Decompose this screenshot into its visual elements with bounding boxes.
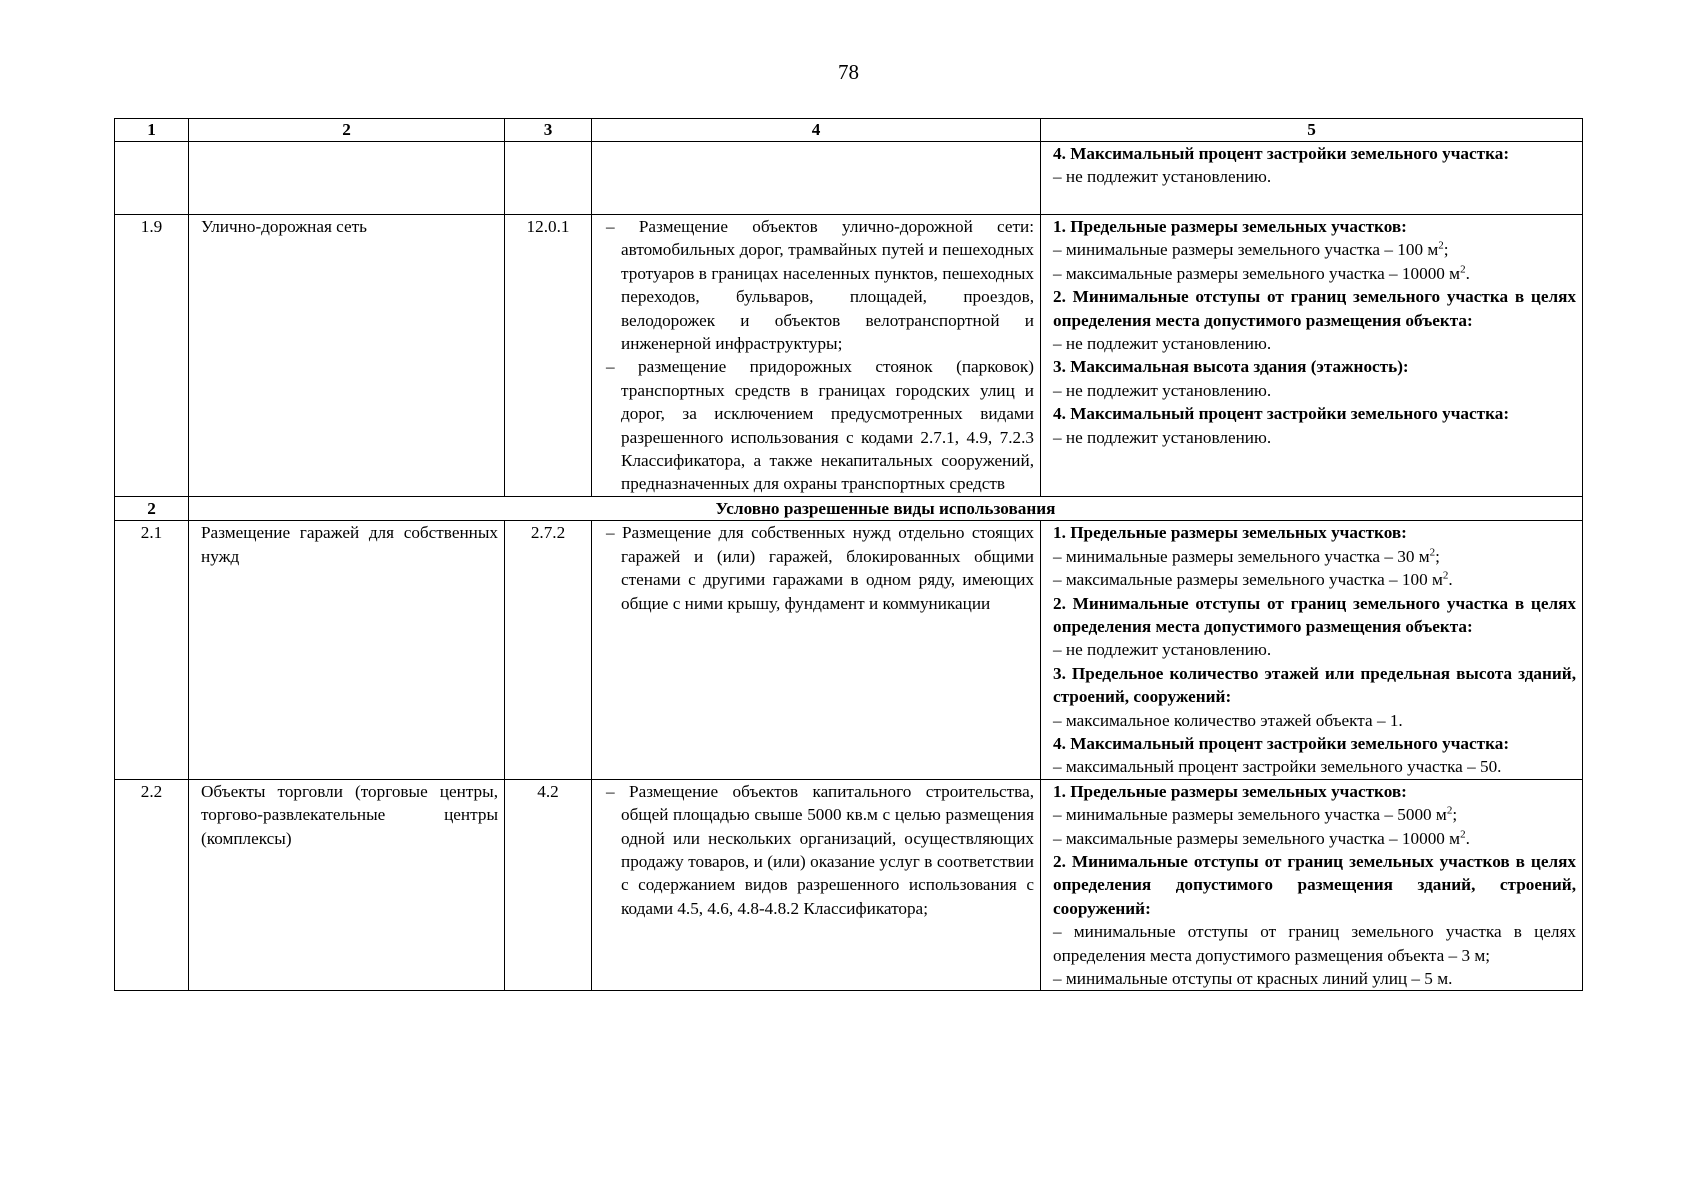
parameter-text: – максимальный процент застройки земельного участка – 50.	[1053, 757, 1502, 777]
parameter-value	[1053, 238, 1576, 261]
header-col-2: 2	[189, 119, 505, 142]
parameter-text: – не подлежит установлению.	[1053, 427, 1272, 447]
parameter-tail: ;	[1452, 805, 1458, 825]
superscript: 2	[1438, 239, 1444, 252]
parameter-tail: .	[1465, 263, 1470, 283]
parameter-tail: .	[1465, 828, 1470, 848]
parameter-value	[1053, 426, 1576, 449]
parameter-value	[1053, 755, 1576, 778]
table-row	[115, 779, 1583, 991]
parameter-value	[1053, 920, 1576, 967]
parameter-value	[1053, 165, 1576, 188]
row-number: 2.1	[115, 521, 189, 779]
description-item: – Размещение для собственных нужд отдельно стоящих гаражей и (или) гаражей, блокированных общими стенами с другими гаражами в одном ряду, имеющих общие с ними крышу, фундамент и коммуникации	[606, 523, 1034, 613]
parameter-value	[1053, 709, 1576, 732]
section-number: 2	[115, 496, 189, 520]
parameter-value	[1053, 827, 1576, 850]
parameter-text: 1. Предельные размеры земельных участков:	[1053, 217, 1407, 236]
parameter-text: 2. Минимальные отступы от границ земельного участка в целях определения места допустимого размещения объекта:	[1053, 593, 1576, 636]
parameter-heading	[1053, 662, 1576, 709]
row-code: 4.2	[505, 779, 592, 991]
row-parameters	[1041, 215, 1583, 497]
row-description	[592, 215, 1041, 497]
parameter-heading	[1053, 592, 1576, 639]
row-parameters	[1041, 779, 1583, 991]
parameter-text: – не подлежит установлению.	[1053, 640, 1272, 660]
row-use-name: Размещение гаражей для собственных нужд	[189, 521, 505, 779]
row-use-name	[189, 142, 505, 215]
parameter-text: – минимальные размеры земельного участка – 5000 м	[1053, 805, 1447, 825]
row-parameters	[1041, 142, 1583, 215]
parameter-value	[1053, 568, 1576, 591]
superscript: 2	[1460, 827, 1466, 840]
zoning-table	[114, 118, 1583, 991]
parameter-value	[1053, 803, 1576, 826]
row-code: 12.0.1	[505, 215, 592, 497]
table-row	[115, 521, 1583, 779]
parameter-heading	[1053, 355, 1576, 378]
section-row	[115, 496, 1583, 520]
parameter-text: 3. Предельное количество этажей или предельная высота зданий, строений, сооружений:	[1053, 663, 1576, 707]
parameter-heading	[1053, 850, 1576, 920]
parameter-text: – не подлежит установлению.	[1053, 167, 1272, 187]
superscript: 2	[1429, 545, 1436, 558]
header-col-5: 5	[1041, 119, 1583, 142]
row-code	[505, 142, 592, 215]
row-parameters	[1041, 521, 1583, 779]
superscript: 2	[1460, 263, 1466, 276]
parameter-value	[1053, 379, 1576, 402]
row-number: 2.2	[115, 779, 189, 991]
section-title: Условно разрешенные виды использования	[189, 496, 1583, 520]
row-description	[592, 521, 1041, 779]
row-description	[592, 779, 1041, 991]
parameter-tail: .	[1448, 570, 1453, 590]
parameter-heading	[1053, 780, 1576, 803]
row-description	[592, 142, 1041, 215]
parameter-heading	[1053, 521, 1576, 544]
parameter-heading	[1053, 142, 1576, 165]
superscript: 2	[1446, 804, 1453, 817]
parameter-value	[1053, 332, 1576, 355]
parameter-text: – не подлежит установлению.	[1053, 334, 1272, 354]
parameter-text: – минимальные размеры земельного участка – 30 м	[1053, 546, 1430, 566]
table-header-row	[115, 119, 1583, 142]
table-body-conditional	[115, 521, 1583, 991]
parameter-text: 1. Предельные размеры земельных участков:	[1053, 781, 1407, 801]
parameter-text: – максимальные размеры земельного участка – 10000 м	[1053, 263, 1461, 283]
table-body-main	[115, 142, 1583, 497]
parameter-value	[1053, 638, 1576, 661]
parameter-text: – минимальные отступы от границ земельного участка в целях определения места допустимого размещения объекта – 3 м;	[1053, 922, 1576, 965]
header-col-4: 4	[592, 119, 1041, 142]
parameter-heading	[1053, 285, 1576, 332]
parameter-text: 1. Предельные размеры земельных участков:	[1053, 523, 1407, 543]
parameter-text: – максимальные размеры земельного участка – 100 м	[1053, 570, 1443, 590]
row-code: 2.7.2	[505, 521, 592, 779]
header-col-3: 3	[505, 119, 592, 142]
parameter-heading	[1053, 732, 1576, 755]
description-item: – Размещение объектов капитального строительства, общей площадью свыше 5000 кв.м с целью размещения одной или нескольких организаций, осуществляющих продажу товаров, и (или) оказание услуг в соответствии с содержанием видов разрешенного использования с кодами 4.5, 4.6, 4.8-4.8.2 Классификатора;	[606, 781, 1034, 918]
row-use-name: Объекты торговли (торговые центры, торгово-развлекательные центры (комплексы)	[189, 779, 505, 991]
row-number	[115, 142, 189, 215]
parameter-value	[1053, 967, 1576, 990]
parameter-text: 4. Максимальный процент застройки земельного участка:	[1053, 733, 1510, 753]
superscript: 2	[1442, 569, 1449, 582]
description-item: – Размещение объектов улично-дорожной сети: автомобильных дорог, трамвайных путей и пешеходных тротуаров в границах населенных пунктов, пешеходных переходов, бульваров, площадей, проездов, велодорожек и объектов велотранспортной и инженерной инфраструктуры;	[606, 217, 1034, 354]
parameter-text: 2. Минимальные отступы от границ земельных участков в целях определения допустимого размещения зданий, строений, сооружений:	[1053, 851, 1576, 918]
parameter-text: 3. Максимальная высота здания (этажность):	[1053, 357, 1409, 377]
parameter-text: – минимальные отступы от красных линий улиц – 5 м.	[1053, 969, 1453, 988]
parameter-text: – минимальные размеры земельного участка – 100 м	[1053, 240, 1439, 260]
parameter-text: – максимальные размеры земельного участка – 10000 м	[1053, 828, 1461, 848]
parameter-tail: ;	[1443, 240, 1449, 260]
parameter-value	[1053, 262, 1576, 285]
description-item: – размещение придорожных стоянок (парковок) транспортных средств в границах городских улиц и дорог, за исключением предусмотренных видами разрешенного использования с кодами 2.7.1, 4.9, 7.2.3 Классификатора, а также некапитальных сооружений, предназначенных для охраны транспортных средств	[606, 357, 1034, 494]
parameter-text: – не подлежит установлению.	[1053, 380, 1272, 400]
row-number: 1.9	[115, 215, 189, 497]
table-row	[115, 142, 1583, 215]
parameter-text: 4. Максимальный процент застройки земельного участка:	[1053, 144, 1510, 163]
page-number: 78	[838, 60, 859, 84]
table-row	[115, 215, 1583, 497]
parameter-text: 4. Максимальный процент застройки земельного участка:	[1053, 404, 1510, 424]
parameter-text: – максимальное количество этажей объекта – 1.	[1053, 710, 1403, 730]
parameter-heading	[1053, 215, 1576, 238]
parameter-heading	[1053, 402, 1576, 425]
row-use-name: Улично-дорожная сеть	[189, 215, 505, 497]
parameter-text: 2. Минимальные отступы от границ земельного участка в целях определения места допустимого размещения объекта:	[1053, 287, 1576, 330]
parameter-tail: ;	[1435, 546, 1440, 566]
parameter-value	[1053, 545, 1576, 568]
header-col-1: 1	[115, 119, 189, 142]
